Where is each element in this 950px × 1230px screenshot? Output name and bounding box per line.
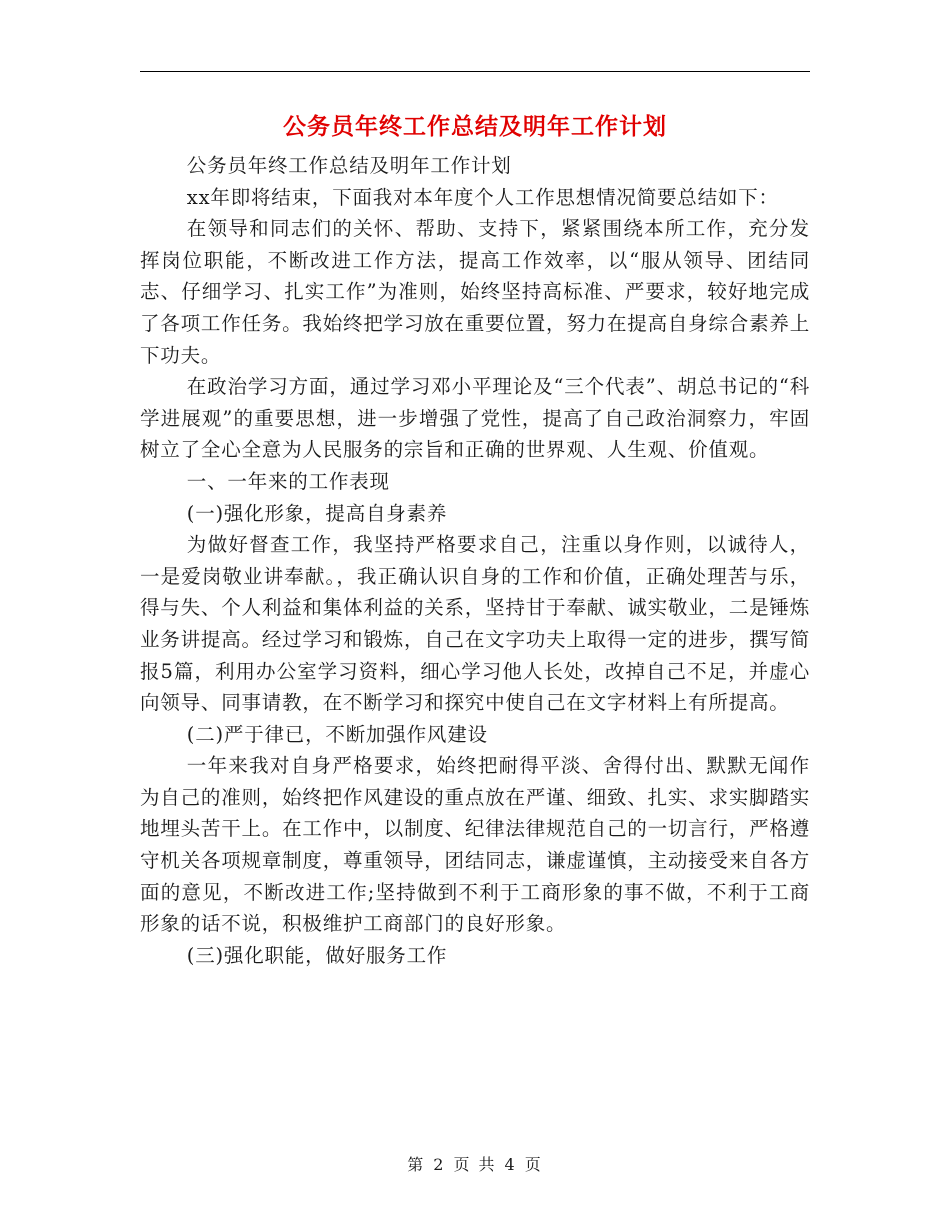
subsection-heading-1: (一)强化形象，提高自身素养 [186, 501, 448, 525]
paragraph-subtitle: 公务员年终工作总结及明年工作计划 [186, 154, 512, 177]
paragraph-political-study: 在政治学习方面，通过学习邓小平理论及“三个代表”、胡总书记的“科学进展观”的重要思想，进一步增强了党性，提高了自己政治洞察力，牢固树立了全心全意为人民服务的宗旨和正确的世界观、人生观、价值观。 [140, 375, 810, 462]
paragraph-image: 为做好督查工作，我坚持严格要求自己，注重以身作则，以诚待人，一是爱岗敬业讲奉献。，我正确认识自身的工作和价值，正确处理苦与乐，得与失、个人利益和集体利益的关系，坚持甘于奉献、诚实敬业，二是锤炼业务讲提高。经过学习和锻炼，自己在文字功夫上取得一定的进步，撰写简报5篇，利用办公室学习资料，细心学习他人长处，改掉自己不足，并虚心向领导、同事请教，在不断学习和探究中使自己在文字材料上有所提高。 [140, 533, 810, 715]
document-title: 公务员年终工作总结及明年工作计划 [283, 114, 667, 140]
footer-total-pages: 4 [504, 1155, 517, 1174]
section-heading-performance: 一、一年来的工作表现 [186, 469, 390, 493]
header-rule [140, 71, 810, 72]
page-footer [0, 1154, 950, 1176]
footer-mid: 页 共 [453, 1155, 497, 1174]
document-body [140, 150, 810, 971]
paragraph-discipline: 一年来我对自身严格要求，始终把耐得平淡、舍得付出、默默无闻作为自己的准则，始终把作风建设的重点放在严谨、细致、扎实、求实脚踏实地埋头苦干上。在工作中，以制度、纪律法律规范自己的一切言行，严格遵守机关各项规章制度，尊重领导，团结同志，谦虚谨慎，主动接受来自各方面的意见，不断改进工作;坚持做到不利于工商形象的事不做，不利于工商形象的话不说，积极维护工商部门的良好形象。 [140, 754, 810, 936]
subsection-heading-2: (二)严于律已，不断加强作风建设 [186, 722, 488, 746]
footer-prefix: 第 [407, 1155, 426, 1174]
paragraph-intro: xx年即将结束，下面我对本年度个人工作思想情况简要总结如下： [186, 185, 779, 209]
subsection-heading-3: (三)强化职能，做好服务工作 [186, 943, 448, 967]
footer-suffix: 页 [524, 1155, 543, 1174]
paragraph-summary: 在领导和同志们的关怀、帮助、支持下，紧紧围绕本所工作，充分发挥岗位职能，不断改进工作方法，提高工作效率，以“服从领导、团结同志、仔细学习、扎实工作”为准则，始终坚持高标准、严要求，较好地完成了各项工作任务。我始终把学习放在重要位置，努力在提高自身综合素养上下功夫。 [140, 217, 810, 367]
footer-page-number: 2 [433, 1155, 446, 1174]
